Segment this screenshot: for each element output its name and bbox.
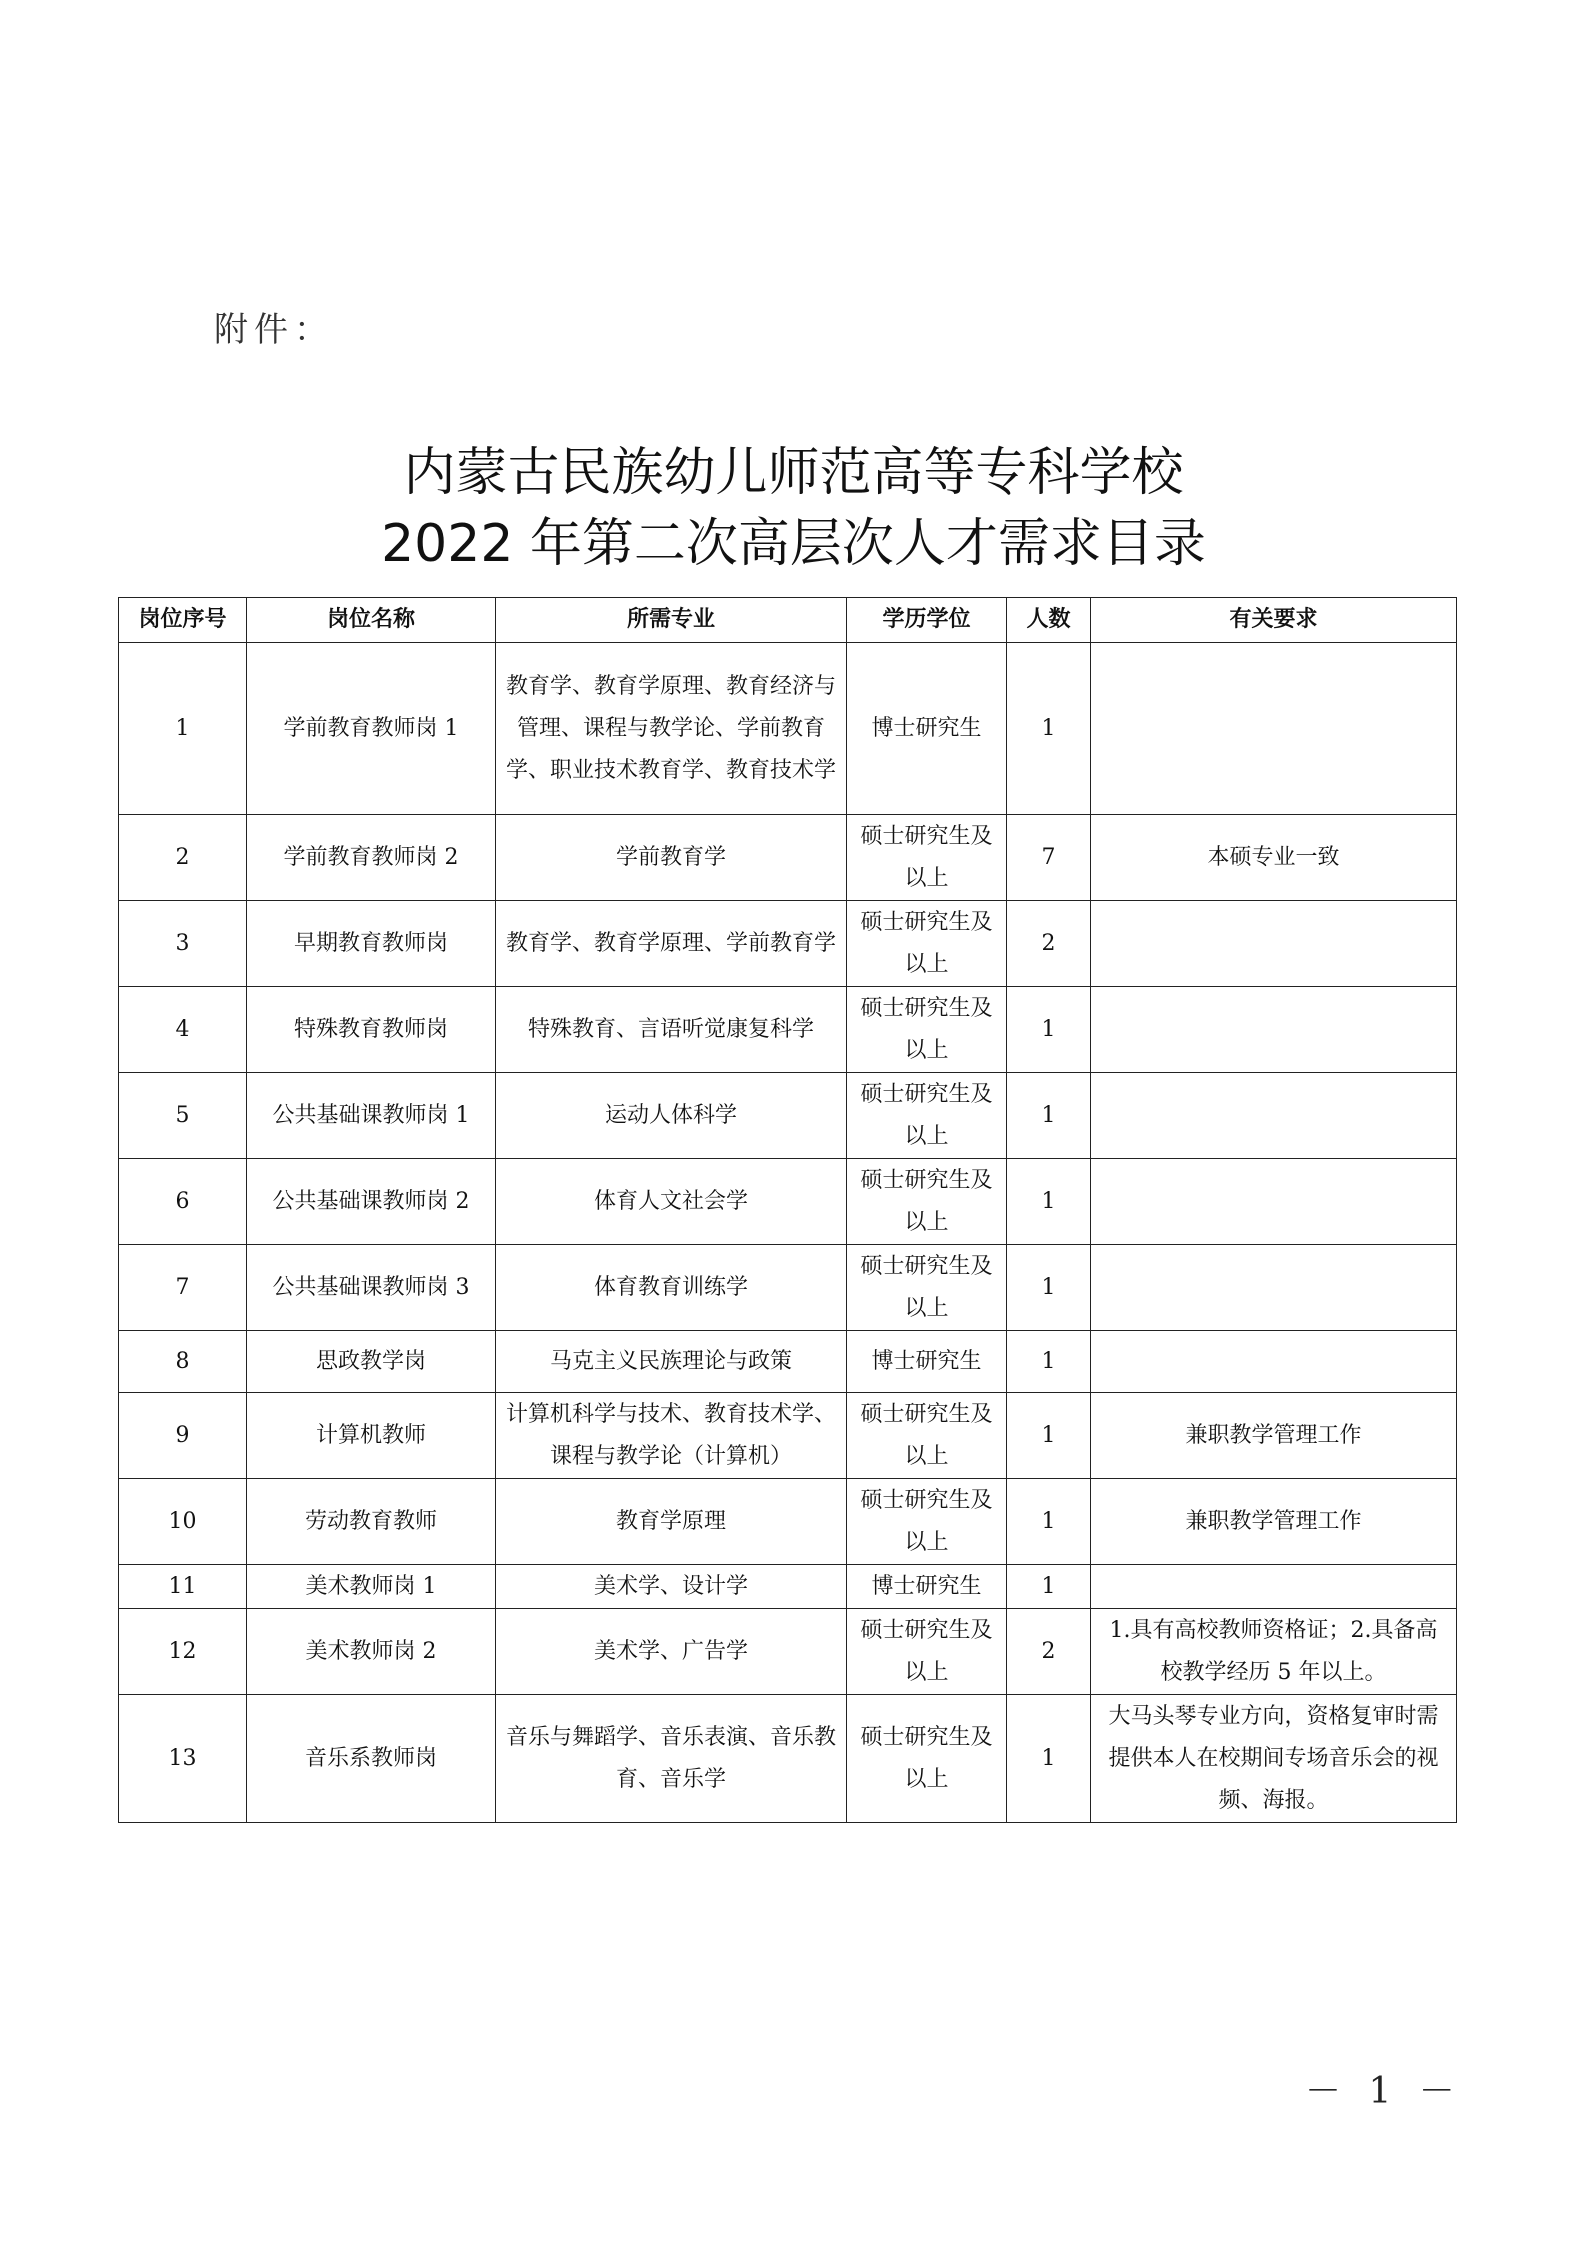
cell-degree: 硕士研究生及以上: [847, 1479, 1007, 1565]
cell-count: 1: [1007, 1695, 1091, 1823]
header-count: 人数: [1007, 598, 1091, 643]
cell-count: 1: [1007, 987, 1091, 1073]
cell-major: 美术学、广告学: [496, 1609, 847, 1695]
header-post-no: 岗位序号: [119, 598, 247, 643]
cell-major: 马克主义民族理论与政策: [496, 1331, 847, 1393]
cell-major: 美术学、设计学: [496, 1565, 847, 1609]
cell-requirements: 本硕专业一致: [1091, 815, 1457, 901]
cell-major: 运动人体科学: [496, 1073, 847, 1159]
cell-post-name: 音乐系教师岗: [247, 1695, 496, 1823]
cell-degree: 硕士研究生及以上: [847, 1245, 1007, 1331]
cell-post-no: 10: [119, 1479, 247, 1565]
cell-major: 体育人文社会学: [496, 1159, 847, 1245]
cell-requirements: [1091, 1073, 1457, 1159]
cell-requirements: 兼职教学管理工作: [1091, 1479, 1457, 1565]
talent-demand-table: [118, 597, 1457, 1823]
cell-post-name: 公共基础课教师岗 1: [247, 1073, 496, 1159]
cell-requirements: [1091, 1331, 1457, 1393]
cell-degree: 硕士研究生及以上: [847, 987, 1007, 1073]
table-row: [119, 815, 1457, 901]
cell-major: 教育学原理: [496, 1479, 847, 1565]
cell-degree: 博士研究生: [847, 643, 1007, 815]
cell-post-name: 特殊教育教师岗: [247, 987, 496, 1073]
cell-post-name: 公共基础课教师岗 3: [247, 1245, 496, 1331]
table-row: [119, 1479, 1457, 1565]
cell-post-no: 4: [119, 987, 247, 1073]
header-degree: 学历学位: [847, 598, 1007, 643]
attachment-label: 附件：: [214, 310, 334, 350]
cell-post-name: 早期教育教师岗: [247, 901, 496, 987]
cell-count: 1: [1007, 1479, 1091, 1565]
cell-count: 1: [1007, 1393, 1091, 1479]
cell-count: 1: [1007, 1565, 1091, 1609]
cell-degree: 博士研究生: [847, 1331, 1007, 1393]
table-row: [119, 1245, 1457, 1331]
cell-major: 体育教育训练学: [496, 1245, 847, 1331]
cell-degree: 硕士研究生及以上: [847, 1609, 1007, 1695]
cell-count: 1: [1007, 643, 1091, 815]
cell-post-no: 7: [119, 1245, 247, 1331]
cell-degree: 硕士研究生及以上: [847, 901, 1007, 987]
cell-post-name: 美术教师岗 1: [247, 1565, 496, 1609]
cell-post-no: 2: [119, 815, 247, 901]
cell-count: 7: [1007, 815, 1091, 901]
cell-degree: 硕士研究生及以上: [847, 815, 1007, 901]
cell-count: 1: [1007, 1245, 1091, 1331]
cell-post-name: 公共基础课教师岗 2: [247, 1159, 496, 1245]
table-header-row: [119, 598, 1457, 643]
document-title-line2: 2022 年第二次高层次人才需求目录: [381, 514, 1206, 574]
table-row: [119, 1159, 1457, 1245]
cell-count: 1: [1007, 1331, 1091, 1393]
cell-post-name: 劳动教育教师: [247, 1479, 496, 1565]
page-number: － 1 －: [1305, 2071, 1463, 2112]
table-row: [119, 1609, 1457, 1695]
cell-degree: 硕士研究生及以上: [847, 1695, 1007, 1823]
cell-requirements: 兼职教学管理工作: [1091, 1393, 1457, 1479]
cell-degree: 博士研究生: [847, 1565, 1007, 1609]
cell-post-no: 8: [119, 1331, 247, 1393]
cell-major: 特殊教育、言语听觉康复科学: [496, 987, 847, 1073]
cell-degree: 硕士研究生及以上: [847, 1393, 1007, 1479]
table-row: [119, 1393, 1457, 1479]
table-row: [119, 643, 1457, 815]
cell-post-no: 11: [119, 1565, 247, 1609]
cell-post-no: 6: [119, 1159, 247, 1245]
cell-major: 音乐与舞蹈学、音乐表演、音乐教育、音乐学: [496, 1695, 847, 1823]
table-row: [119, 901, 1457, 987]
cell-major: 教育学、教育学原理、教育经济与管理、课程与教学论、学前教育学、职业技术教育学、教育技术学: [496, 643, 847, 815]
cell-post-name: 学前教育教师岗 2: [247, 815, 496, 901]
cell-post-name: 美术教师岗 2: [247, 1609, 496, 1695]
cell-requirements: 大马头琴专业方向，资格复审时需提供本人在校期间专场音乐会的视频、海报。: [1091, 1695, 1457, 1823]
cell-major: 学前教育学: [496, 815, 847, 901]
header-major: 所需专业: [496, 598, 847, 643]
cell-post-no: 9: [119, 1393, 247, 1479]
cell-post-no: 1: [119, 643, 247, 815]
cell-post-no: 5: [119, 1073, 247, 1159]
cell-degree: 硕士研究生及以上: [847, 1159, 1007, 1245]
cell-post-no: 3: [119, 901, 247, 987]
cell-requirements: 1.具有高校教师资格证；2.具备高校教学经历 5 年以上。: [1091, 1609, 1457, 1695]
header-requirements: 有关要求: [1091, 598, 1457, 643]
cell-count: 1: [1007, 1073, 1091, 1159]
cell-requirements: [1091, 901, 1457, 987]
cell-requirements: [1091, 987, 1457, 1073]
table-row: [119, 1073, 1457, 1159]
document-title-line1: 内蒙古民族幼儿师范高等专科学校: [403, 443, 1184, 503]
cell-post-no: 13: [119, 1695, 247, 1823]
cell-major: 教育学、教育学原理、学前教育学: [496, 901, 847, 987]
cell-post-name: 计算机教师: [247, 1393, 496, 1479]
cell-post-name: 学前教育教师岗 1: [247, 643, 496, 815]
cell-count: 2: [1007, 901, 1091, 987]
table-row: [119, 1565, 1457, 1609]
cell-requirements: [1091, 643, 1457, 815]
table-row: [119, 987, 1457, 1073]
cell-post-name: 思政教学岗: [247, 1331, 496, 1393]
cell-major: 计算机科学与技术、教育技术学、课程与教学论（计算机）: [496, 1393, 847, 1479]
table-row: [119, 1695, 1457, 1823]
table-row: [119, 1331, 1457, 1393]
cell-degree: 硕士研究生及以上: [847, 1073, 1007, 1159]
cell-count: 1: [1007, 1159, 1091, 1245]
cell-post-no: 12: [119, 1609, 247, 1695]
cell-requirements: [1091, 1565, 1457, 1609]
header-post-name: 岗位名称: [247, 598, 496, 643]
cell-requirements: [1091, 1159, 1457, 1245]
cell-requirements: [1091, 1245, 1457, 1331]
cell-count: 2: [1007, 1609, 1091, 1695]
